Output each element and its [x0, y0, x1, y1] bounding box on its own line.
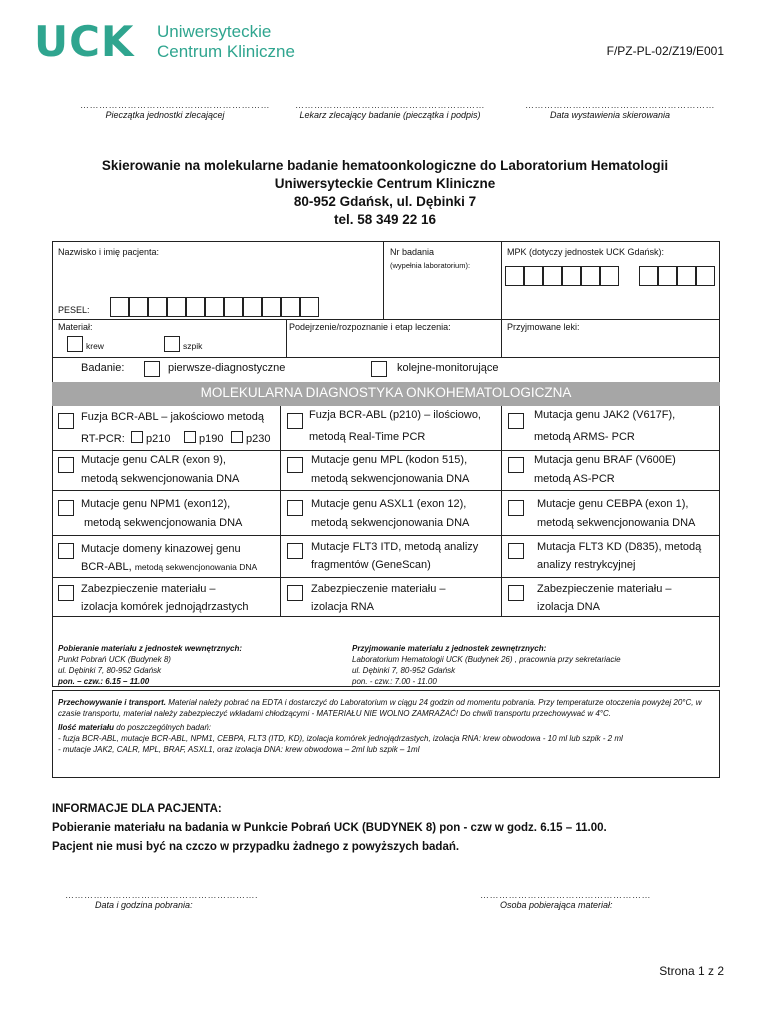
- logo-line-2: Centrum Kliniczne: [157, 42, 295, 61]
- jak2-method: metodą ARMS- PCR: [534, 431, 635, 443]
- calr-label: Mutacje genu CALR (exon 9),: [81, 454, 226, 466]
- first-diagnostic-label: pierwsze-diagnostyczne: [168, 362, 286, 374]
- pesel-label: PESEL:: [58, 305, 90, 315]
- p190-label: p190: [199, 433, 224, 445]
- p230-label: p230: [246, 433, 271, 445]
- mononuclear-isolation-method: izolacja komórek jednojądrzastych: [81, 601, 249, 613]
- test-type-label: Badanie:: [81, 362, 125, 374]
- test-number-note: (wypełnia laboratorium):: [390, 261, 471, 270]
- monitoring-checkbox[interactable]: [371, 361, 387, 377]
- npm1-label: Mutacje genu NPM1 (exon12),: [81, 498, 231, 510]
- logo-line-1: Uniwersyteckie: [157, 22, 272, 41]
- p230-checkbox[interactable]: [231, 431, 243, 443]
- drugs-label: Przyjmowane leki:: [507, 322, 580, 332]
- flt3-itd-label: Mutacje FLT3 ITD, metodą analizy: [311, 541, 479, 553]
- rt-pcr-label: RT-PCR:: [81, 433, 125, 445]
- mononuclear-isolation-checkbox[interactable]: [58, 585, 74, 601]
- p210-label: p210: [146, 433, 171, 445]
- braf-checkbox[interactable]: [508, 457, 524, 473]
- dna-isolation-label: Zabezpieczenie materiału –: [537, 583, 672, 595]
- cebpa-method: metodą sekwencjonowania DNA: [537, 517, 696, 529]
- patient-info: [52, 800, 732, 857]
- braf-label: Mutacja genu BRAF (V600E): [534, 454, 676, 466]
- collector-signature-field: ……………………………………………… Osoba pobierająca materiał:: [480, 890, 651, 910]
- cebpa-checkbox[interactable]: [508, 500, 524, 516]
- braf-method: metodą AS-PCR: [534, 473, 615, 485]
- blood-label: krew: [86, 341, 104, 351]
- first-diagnostic-checkbox[interactable]: [144, 361, 160, 377]
- bcr-abl-qualitative-checkbox[interactable]: [58, 413, 74, 429]
- suspicion-label: Podejrzenie/rozpoznanie i etap leczenia:: [289, 322, 451, 332]
- bcr-abl-kinase-label: Mutacje domeny kinazowej genu: [81, 543, 241, 555]
- monitoring-label: kolejne-monitorujące: [397, 362, 499, 374]
- unit-stamp-field: …………………………………………………… Pieczątka jednostki zlecającej: [80, 100, 270, 120]
- logo-text: [157, 22, 295, 62]
- p210-checkbox[interactable]: [131, 431, 143, 443]
- mpl-method: metodą sekwencjonowania DNA: [311, 473, 470, 485]
- rna-isolation-checkbox[interactable]: [287, 585, 303, 601]
- marrow-checkbox[interactable]: [164, 336, 180, 352]
- dna-isolation-method: izolacja DNA: [537, 601, 600, 613]
- mpl-label: Mutacje genu MPL (kodon 515),: [311, 454, 468, 466]
- bcr-abl-quantitative-checkbox[interactable]: [287, 413, 303, 429]
- patient-info-line-1: Pobieranie materiału na badania w Punkcie Pobrań UCK (BUDYNEK 8) pon - czw w godz. 6.15 – 11.00.: [52, 822, 607, 834]
- bcr-abl-qualitative-label: Fuzja BCR-ABL – jakościowo metodą: [81, 411, 265, 423]
- internal-pickup-info: Pobieranie materiału z jednostek wewnętrznych: Punkt Pobrań UCK (Budynek 8) ul. Dębinki 7, 80-952 Gdańsk pon. – czw.: 6.15 – 11.00: [58, 644, 243, 686]
- logo-mark: UCK: [34, 17, 135, 66]
- p190-checkbox[interactable]: [184, 431, 196, 443]
- rna-isolation-label: Zabezpieczenie materiału –: [311, 583, 446, 595]
- transport-info: Przechowywanie i transport. Materiał należy pobrać na EDTA i dostarczyć do Laboratorium w ciągu 24 godzin od momentu pobrania. Przy temperaturze otoczenia powyżej 20°C, w czasie transportu, materiał należy zabezpieczyć wkładami chłodzącymi - MATERIAŁU NIE WOLNO ZAMRAŻAĆ! Do chwili transportu przechowywać w 4°C. Ilość materiału do poszczególnych badań: - fuzja BCR-ABL, mutacje BCR-ABL, NPM1, CEBPA, FLT3 (ITD, KD), izolacja komórek jednojądrzastych, izolacja RNA: krew obwodowa - 10 ml lub szpik - 2 ml - mutacje JAK2, CALR, MPL, BRAF, ASXL1, oraz izolacja DNA: krew obwodowa – 2ml lub szpik – 1ml: [58, 698, 702, 754]
- npm1-checkbox[interactable]: [58, 500, 74, 516]
- flt3-kd-label: Mutacja FLT3 KD (D835), metodą: [537, 541, 702, 553]
- bcr-abl-kinase-checkbox[interactable]: [58, 543, 74, 559]
- section-title: MOLEKULARNA DIAGNOSTYKA ONKOHEMATOLOGICZNA: [52, 382, 720, 406]
- dna-isolation-checkbox[interactable]: [508, 585, 524, 601]
- rna-isolation-method: izolacja RNA: [311, 601, 374, 613]
- page-number: Strona 1 z 2: [659, 964, 724, 978]
- flt3-itd-method: fragmentów (GeneScan): [311, 559, 431, 571]
- referral-date-field: …………………………………………………… Data wystawienia skierowania: [525, 100, 715, 120]
- document-number: F/PZ-PL-02/Z19/E001: [606, 44, 724, 58]
- mononuclear-isolation-label: Zabezpieczenie materiału –: [81, 583, 216, 595]
- blood-checkbox[interactable]: [67, 336, 83, 352]
- mpk-label: MPK (dotyczy jednostek UCK Gdańsk):: [507, 247, 665, 257]
- patient-info-heading: INFORMACJE DLA PACJENTA:: [52, 803, 222, 815]
- asxl1-checkbox[interactable]: [287, 500, 303, 516]
- doctor-signature-field: …………………………………………………… Lekarz zlecający badanie (pieczątka i podpis): [295, 100, 485, 120]
- flt3-itd-checkbox[interactable]: [287, 543, 303, 559]
- bcr-abl-quantitative-label: Fuzja BCR-ABL (p210) – ilościowo,: [309, 409, 481, 421]
- asxl1-method: metodą sekwencjonowania DNA: [311, 517, 470, 529]
- asxl1-label: Mutacje genu ASXL1 (exon 12),: [311, 498, 467, 510]
- patient-name-label: Nazwisko i imię pacjenta:: [58, 247, 160, 257]
- cebpa-label: Mutacje genu CEBPA (exon 1),: [537, 498, 689, 510]
- npm1-method: metodą sekwencjonowania DNA: [84, 517, 243, 529]
- patient-info-line-2: Pacjent nie musi być na czczo w przypadku żadnego z powyższych badań.: [52, 841, 460, 853]
- calr-method: metodą sekwencjonowania DNA: [81, 473, 240, 485]
- jak2-label: Mutacja genu JAK2 (V617F),: [534, 409, 676, 421]
- external-pickup-info: Przyjmowanie materiału z jednostek zewnętrznych: Laboratorium Hematologii UCK (Budynek 26) , pracownia przy sekretariacie ul. Dębinki 7, 80-952 Gdańsk pon. - czw.: 7.00 - 11.00: [352, 644, 621, 686]
- material-label: Materiał:: [58, 322, 93, 332]
- flt3-kd-method: analizy restrykcyjnej: [537, 559, 636, 571]
- calr-checkbox[interactable]: [58, 457, 74, 473]
- bcr-abl-kinase-gene: BCR-ABL, metodą sekwencjonowania DNA: [81, 561, 258, 573]
- bcr-abl-quantitative-method: metodą Real-Time PCR: [309, 431, 426, 443]
- jak2-checkbox[interactable]: [508, 413, 524, 429]
- flt3-kd-checkbox[interactable]: [508, 543, 524, 559]
- collection-date-field: ……………………………………………………. Data i godzina pobrania:: [65, 890, 259, 910]
- test-number-label: Nr badania: [390, 247, 435, 257]
- mpl-checkbox[interactable]: [287, 457, 303, 473]
- marrow-label: szpik: [183, 341, 203, 351]
- form-title: Skierowanie na molekularne badanie hematoonkologiczne do Laboratorium Hematologii Uniwersyteckie Centrum Kliniczne 80-952 Gdańsk, ul. Dębinki 7 tel. 58 349 22 16: [101, 158, 669, 227]
